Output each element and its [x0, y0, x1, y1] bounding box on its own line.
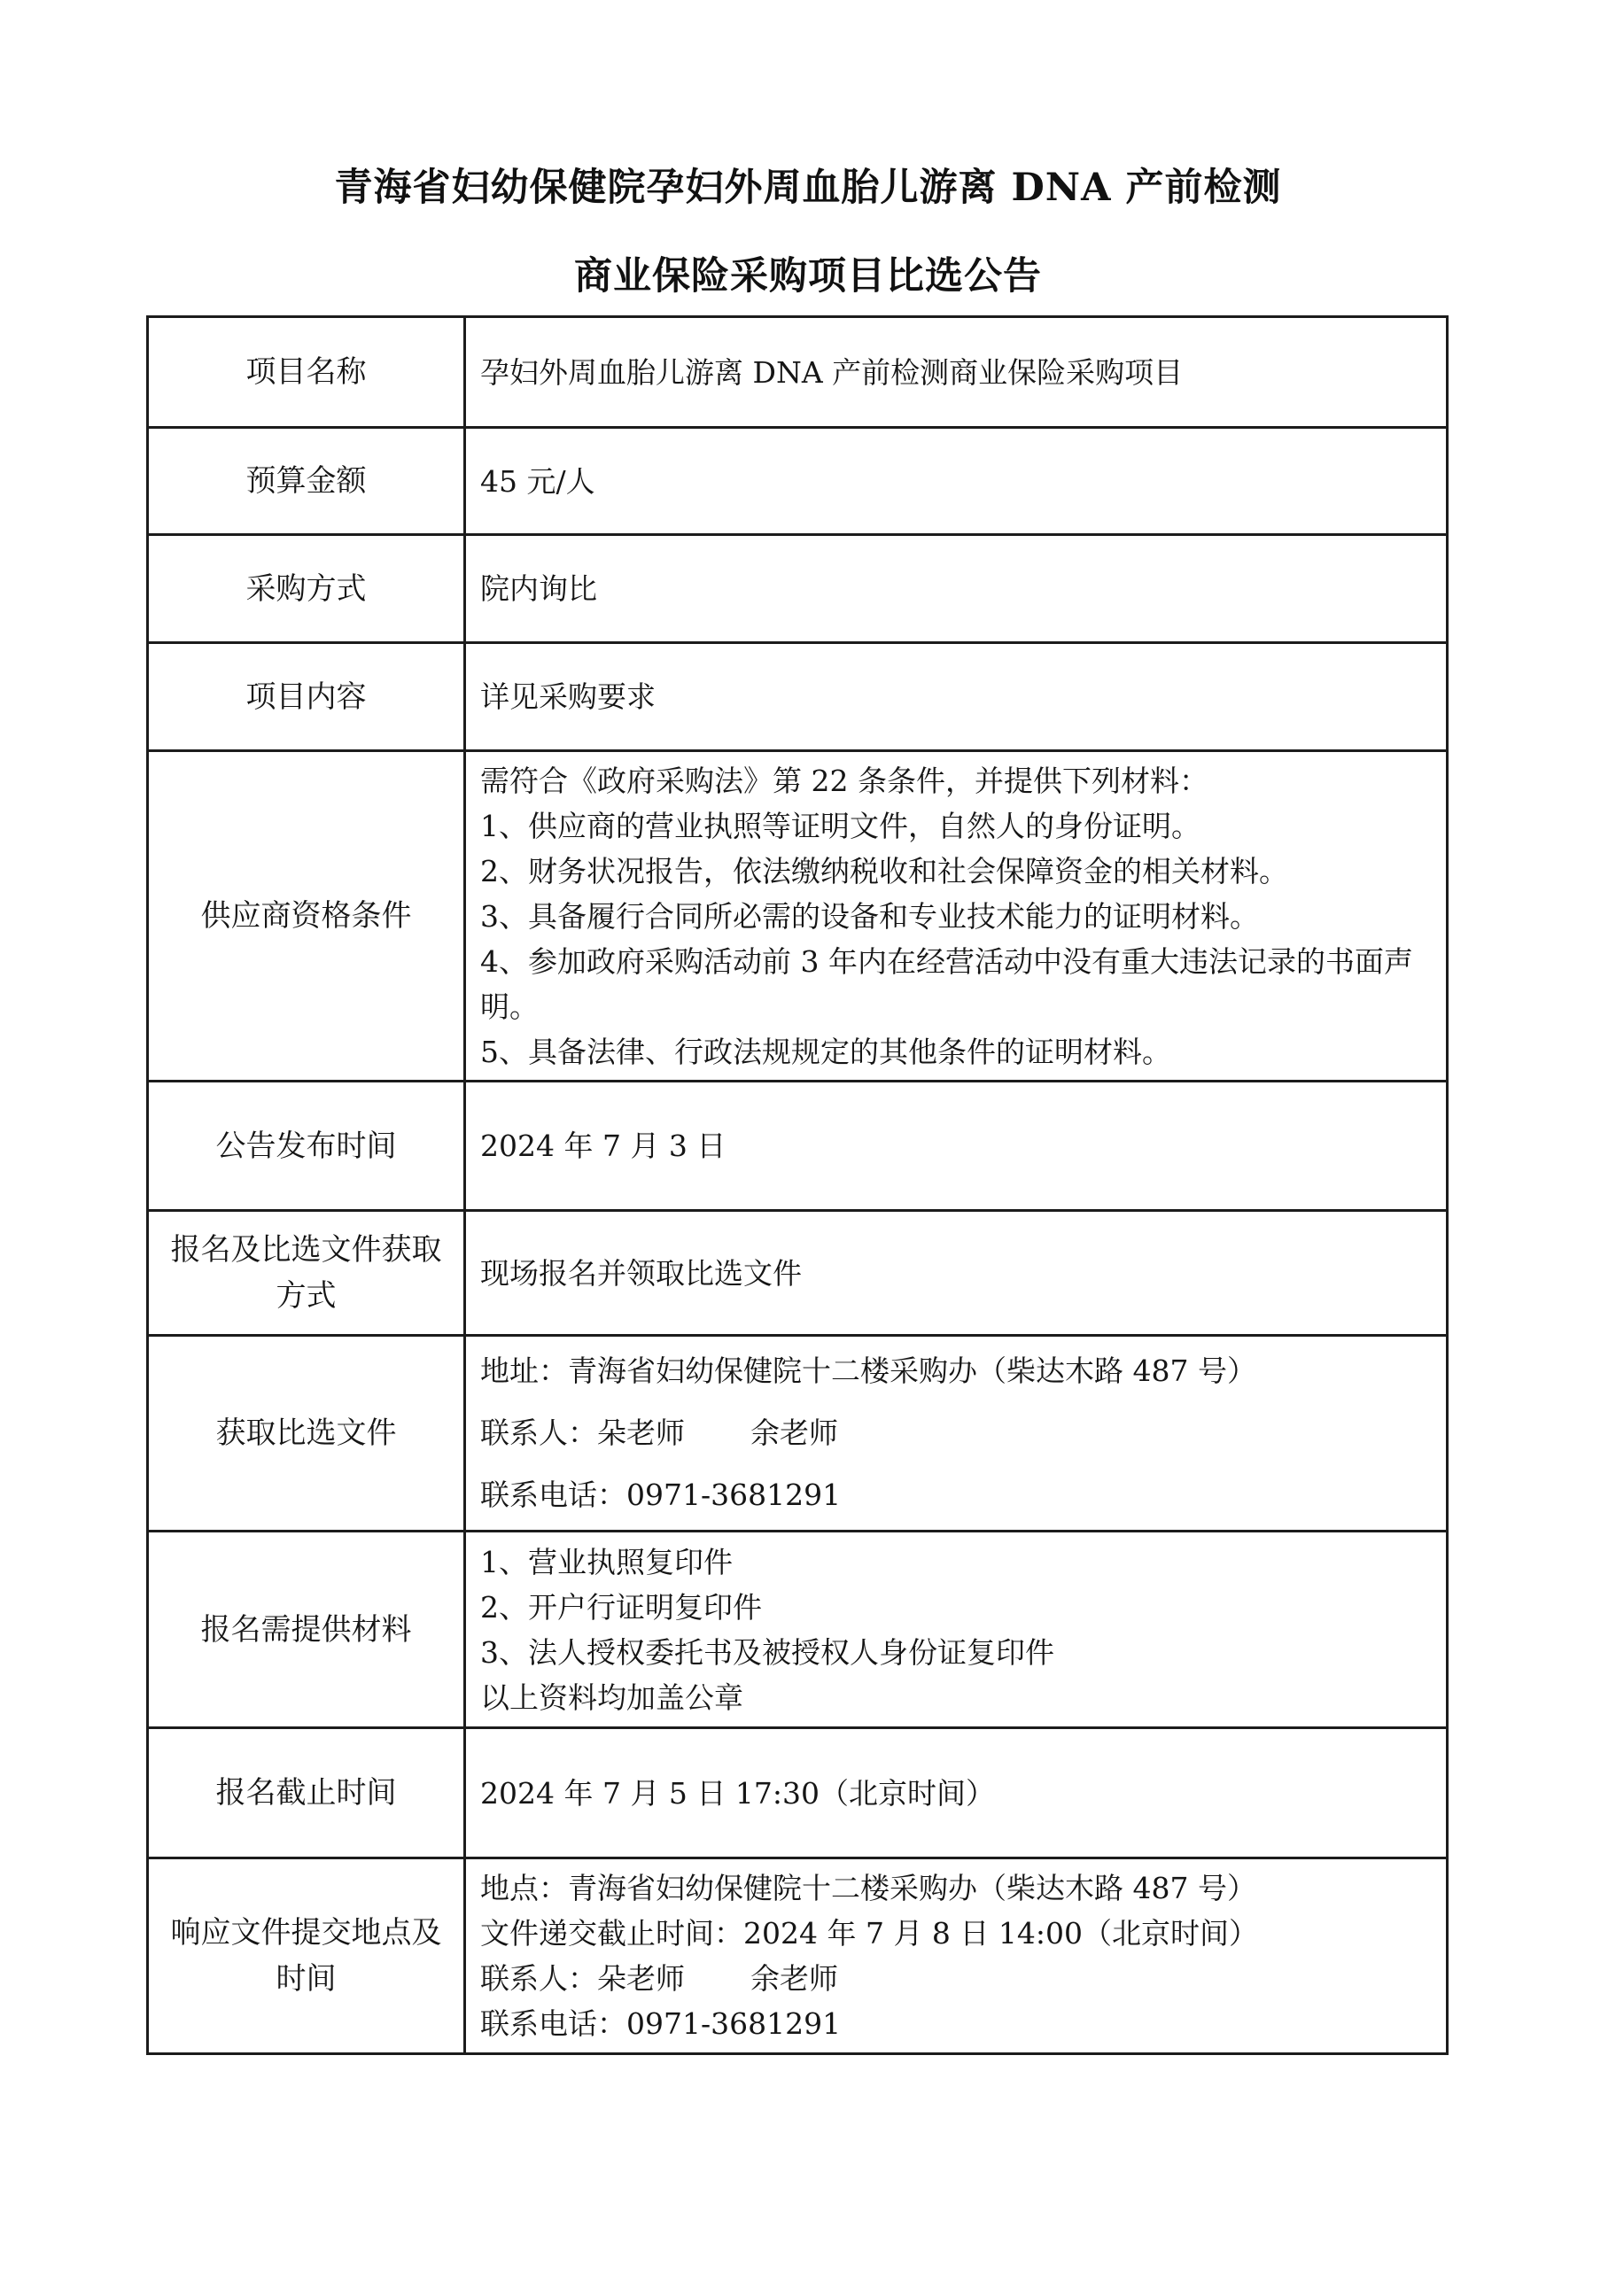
submission-deadline: 文件递交截止时间：2024 年 7 月 8 日 14:00（北京时间）: [480, 1916, 1259, 1951]
label-registration-materials: 报名需提供材料: [148, 1532, 465, 1728]
row-obtain-documents: [148, 1336, 1448, 1532]
label-budget: 预算金额: [148, 428, 465, 535]
qualification-line: 需符合《政府采购法》第 22 条条件，并提供下列材料：: [480, 763, 1208, 798]
materials-line: 3、法人授权委托书及被授权人身份证复印件: [480, 1634, 1054, 1670]
obtain-contact-second: 余老师: [750, 1416, 838, 1450]
label-registration-method: 报名及比选文件获取方式: [148, 1211, 465, 1336]
value-supplier-qualification: [465, 751, 1448, 1082]
submission-contact-first: 联系人：朵老师: [480, 1961, 685, 1996]
label-submission: 响应文件提交地点及时间: [148, 1858, 465, 2054]
row-announcement-time: [148, 1082, 1448, 1211]
label-registration-deadline: 报名截止时间: [148, 1728, 465, 1858]
materials-line: 以上资料均加盖公章: [480, 1679, 743, 1715]
submission-contact-second: 余老师: [750, 1961, 838, 1996]
obtain-contacts: [480, 1402, 1432, 1464]
materials-line: 2、开户行证明复印件: [480, 1589, 762, 1625]
value-project-name: 孕妇外周血胎儿游离 DNA 产前检测商业保险采购项目: [465, 317, 1448, 428]
label-announcement-time: 公告发布时间: [148, 1082, 465, 1211]
value-project-content: 详见采购要求: [465, 643, 1448, 751]
submission-location: 地点：青海省妇幼保健院十二楼采购办（柴达木路 487 号）: [480, 1871, 1256, 1905]
row-registration-materials: [148, 1532, 1448, 1728]
row-supplier-qualification: [148, 751, 1448, 1082]
row-submission: [148, 1858, 1448, 2054]
value-procurement-method: 院内询比: [465, 535, 1448, 643]
materials-line: 1、营业执照复印件: [480, 1544, 733, 1579]
row-registration-method: [148, 1211, 1448, 1336]
value-submission: [465, 1858, 1448, 2054]
submission-contacts: [480, 1956, 1432, 2001]
document-title-line-2: 商业保险采购项目比选公告: [574, 254, 1042, 299]
qualification-line: 1、供应商的营业执照等证明文件，自然人的身份证明。: [480, 808, 1200, 843]
label-supplier-qualification: 供应商资格条件: [148, 751, 465, 1082]
document-title-line-1: 青海省妇幼保健院孕妇外周血胎儿游离 DNA 产前检测: [334, 166, 1282, 210]
value-announcement-time: 2024 年 7 月 3 日: [465, 1082, 1448, 1211]
obtain-phone: 联系电话：0971-3681291: [480, 1478, 842, 1512]
label-obtain-documents: 获取比选文件: [148, 1336, 465, 1532]
obtain-address: 地址：青海省妇幼保健院十二楼采购办（柴达木路 487 号）: [480, 1354, 1256, 1388]
qualification-line: 4、参加政府采购活动前 3 年内在经营活动中没有重大违法记录的书面声明。: [480, 943, 1413, 1024]
label-project-name: 项目名称: [148, 317, 465, 428]
obtain-contact-first: 联系人：朵老师: [480, 1416, 685, 1450]
row-budget: [148, 428, 1448, 535]
qualification-line: 2、财务状况报告，依法缴纳税收和社会保障资金的相关材料。: [480, 853, 1288, 888]
value-obtain-documents: [465, 1336, 1448, 1532]
notice-table: [146, 315, 1449, 2055]
value-registration-deadline: 2024 年 7 月 5 日 17:30（北京时间）: [465, 1728, 1448, 1858]
row-project-name: [148, 317, 1448, 428]
row-registration-deadline: [148, 1728, 1448, 1858]
row-procurement-method: [148, 535, 1448, 643]
label-project-content: 项目内容: [148, 643, 465, 751]
qualification-line: 5、具备法律、行政法规规定的其他条件的证明材料。: [480, 1034, 1171, 1069]
value-budget: 45 元/人: [465, 428, 1448, 535]
value-registration-method: 现场报名并领取比选文件: [465, 1211, 1448, 1336]
qualification-line: 3、具备履行合同所必需的设备和专业技术能力的证明材料。: [480, 898, 1259, 934]
value-registration-materials: [465, 1532, 1448, 1728]
row-project-content: [148, 643, 1448, 751]
label-procurement-method: 采购方式: [148, 535, 465, 643]
submission-phone: 联系电话：0971-3681291: [480, 2006, 842, 2041]
